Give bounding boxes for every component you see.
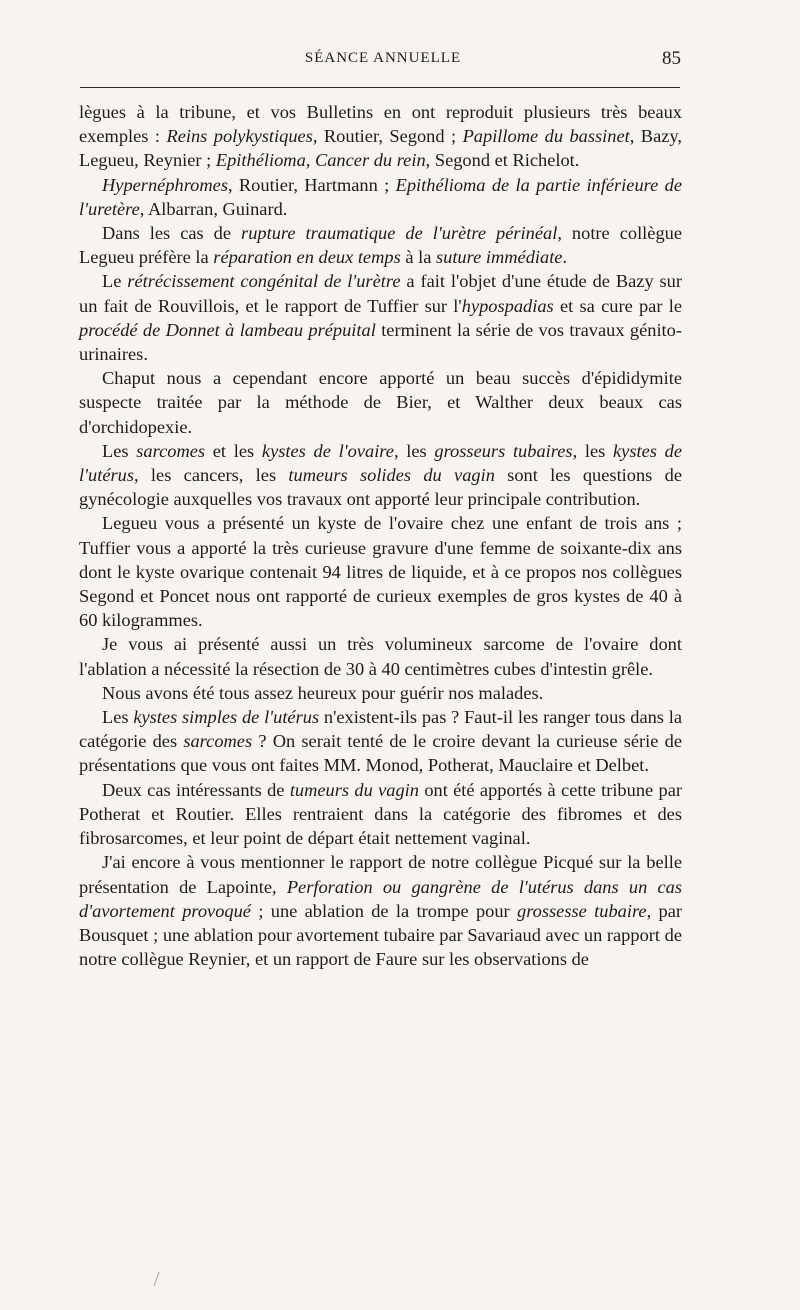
text-run: Le [102, 271, 128, 292]
italic-run: rupture traumatique de l'urètre périnéal [241, 223, 558, 244]
paragraph [79, 100, 682, 173]
italic-run: tumeurs solides du vagin [288, 465, 495, 486]
paragraph [79, 778, 682, 851]
body-text [79, 100, 682, 971]
text-run: , les cancers, les [134, 465, 289, 486]
text-run: ont été apportés à cette tribune par Potherat et Routier. Elles rentraient dans la catégorie des fibromes et des fibrosarcomes, et leur point de départ était nettement vaginal. [79, 779, 682, 849]
text-run: . [562, 247, 568, 268]
italic-run: hypospadias [461, 295, 554, 316]
text-run: ? On serait tenté de le croire devant la curieuse série de présentations que vous ont faites MM. Monod, Potherat, Mauclaire et Delbet. [79, 731, 682, 776]
text-run: , Segond et Richelot. [425, 150, 580, 171]
text-run: et sa cure par le [553, 295, 682, 316]
paragraph [79, 632, 682, 680]
text-run: , notre collègue Legueu préfère la [79, 223, 683, 268]
text-run: lègues à la tribune, et vos Bulletins en ont reproduit plusieurs très beaux exemples : [79, 102, 682, 147]
italic-run: suture immédiate [435, 247, 563, 268]
text-run: , Albarran, Guinard. [139, 198, 288, 219]
italic-run: sarcomes [136, 440, 206, 461]
italic-run: grosseurs tubaires [434, 440, 573, 461]
paragraph [79, 173, 682, 221]
text-run: Je vous ai présenté aussi un très volumineux sarcome de l'ovaire dont l'ablation a nécessité la résection de 30 à 40 centimètres cubes d'intestin grêle. [79, 634, 682, 679]
header-rule [80, 87, 680, 88]
italic-run: Epithélioma de la partie inférieure de l'uretère [79, 174, 682, 219]
text-run: , les [393, 440, 435, 461]
text-run: , par Bousquet ; une ablation pour avortement tubaire par Savariaud avec un rapport de notre collègue Reynier, et un rapport de Faure sur les observations de [79, 900, 683, 970]
italic-run: Hypernéphromes [102, 174, 228, 195]
text-run: , les [572, 440, 614, 461]
italic-run: kystes de l'ovaire [261, 440, 394, 461]
italic-run: kystes de l'utérus [79, 440, 682, 486]
italic-run: tumeurs du vagin [289, 779, 419, 800]
text-run: Chaput nous a cependant encore apporté un beau succès d'épididymite suspecte traitée par la méthode de Bier, et Walther deux beaux cas d'orchidopexie. [79, 368, 682, 437]
paragraph [79, 681, 682, 705]
paragraph [79, 511, 682, 632]
italic-run: Papillome du bassinet [462, 126, 630, 147]
ink-mark [153, 1272, 165, 1286]
paragraph [79, 366, 682, 439]
paragraph [79, 850, 682, 971]
text-run: a fait l'objet d'une étude de Bazy sur un fait de Rouvillois, et le rapport de Tuffier sur l' [79, 271, 683, 316]
paragraph [79, 221, 682, 269]
italic-run: grossesse tubaire [517, 900, 647, 921]
text-run: Legueu vous a présenté un kyste de l'ovaire chez une enfant de trois ans ; Tuffier vous a apporté la très curieuse gravure d'une femme de soixante-dix ans dont le kyste ovarique contenait 94 litres de liquide, et à ce propos nos collègues Segond et Poncet nous ont rapporté de curieux exemples de gros kystes de 40 à 60 kilogrammes. [79, 513, 682, 631]
text-run: Dans les cas de [102, 223, 242, 244]
text-run: et les [205, 440, 262, 461]
text-run: n'existent-ils pas ? Faut-il les ranger tous dans la catégorie des [79, 707, 682, 752]
text-run: à la [400, 247, 436, 268]
text-run: ; une ablation de la trompe pour [250, 900, 517, 921]
paragraph [79, 439, 682, 512]
running-title: SÉANCE ANNUELLE [304, 50, 462, 66]
paragraph [79, 269, 682, 366]
text-run: Les [102, 707, 134, 728]
text-run: , Bazy, Legueu, Reynier ; [79, 126, 682, 171]
text-run: , Routier, Segond ; [312, 126, 463, 147]
running-head [79, 50, 681, 74]
text-run: terminent la série de vos travaux génito-urinaires. [79, 319, 682, 365]
italic-run: réparation en deux temps [213, 247, 401, 268]
italic-run: Epithélioma, Cancer du rein [215, 150, 426, 171]
italic-run: Reins polykystiques [166, 126, 313, 147]
page-number: 85 [662, 48, 681, 69]
paragraph [79, 705, 682, 778]
text-run: , Routier, Hartmann ; [227, 174, 396, 195]
italic-run: rétrécissement congénital de l'urètre [127, 271, 401, 292]
italic-run: procédé de Donnet à lambeau prépuital [79, 319, 376, 340]
italic-run: Perforation ou gangrène de l'utérus dans un cas d'avortement provoqué [79, 876, 682, 921]
text-run: J'ai encore à vous mentionner le rapport de notre collègue Picqué sur la belle présentation de Lapointe, [79, 852, 682, 897]
italic-run: kystes simples de l'utérus [133, 707, 320, 728]
text-run: sont les questions de gynécologie auxquelles vos travaux ont apporté leur principale contribution. [79, 465, 682, 510]
italic-run: sarcomes [183, 731, 253, 752]
text-run: Les [102, 440, 137, 461]
text-run: Nous avons été tous assez heureux pour guérir nos malades. [102, 682, 544, 703]
text-run: Deux cas intéressants de [102, 779, 290, 800]
